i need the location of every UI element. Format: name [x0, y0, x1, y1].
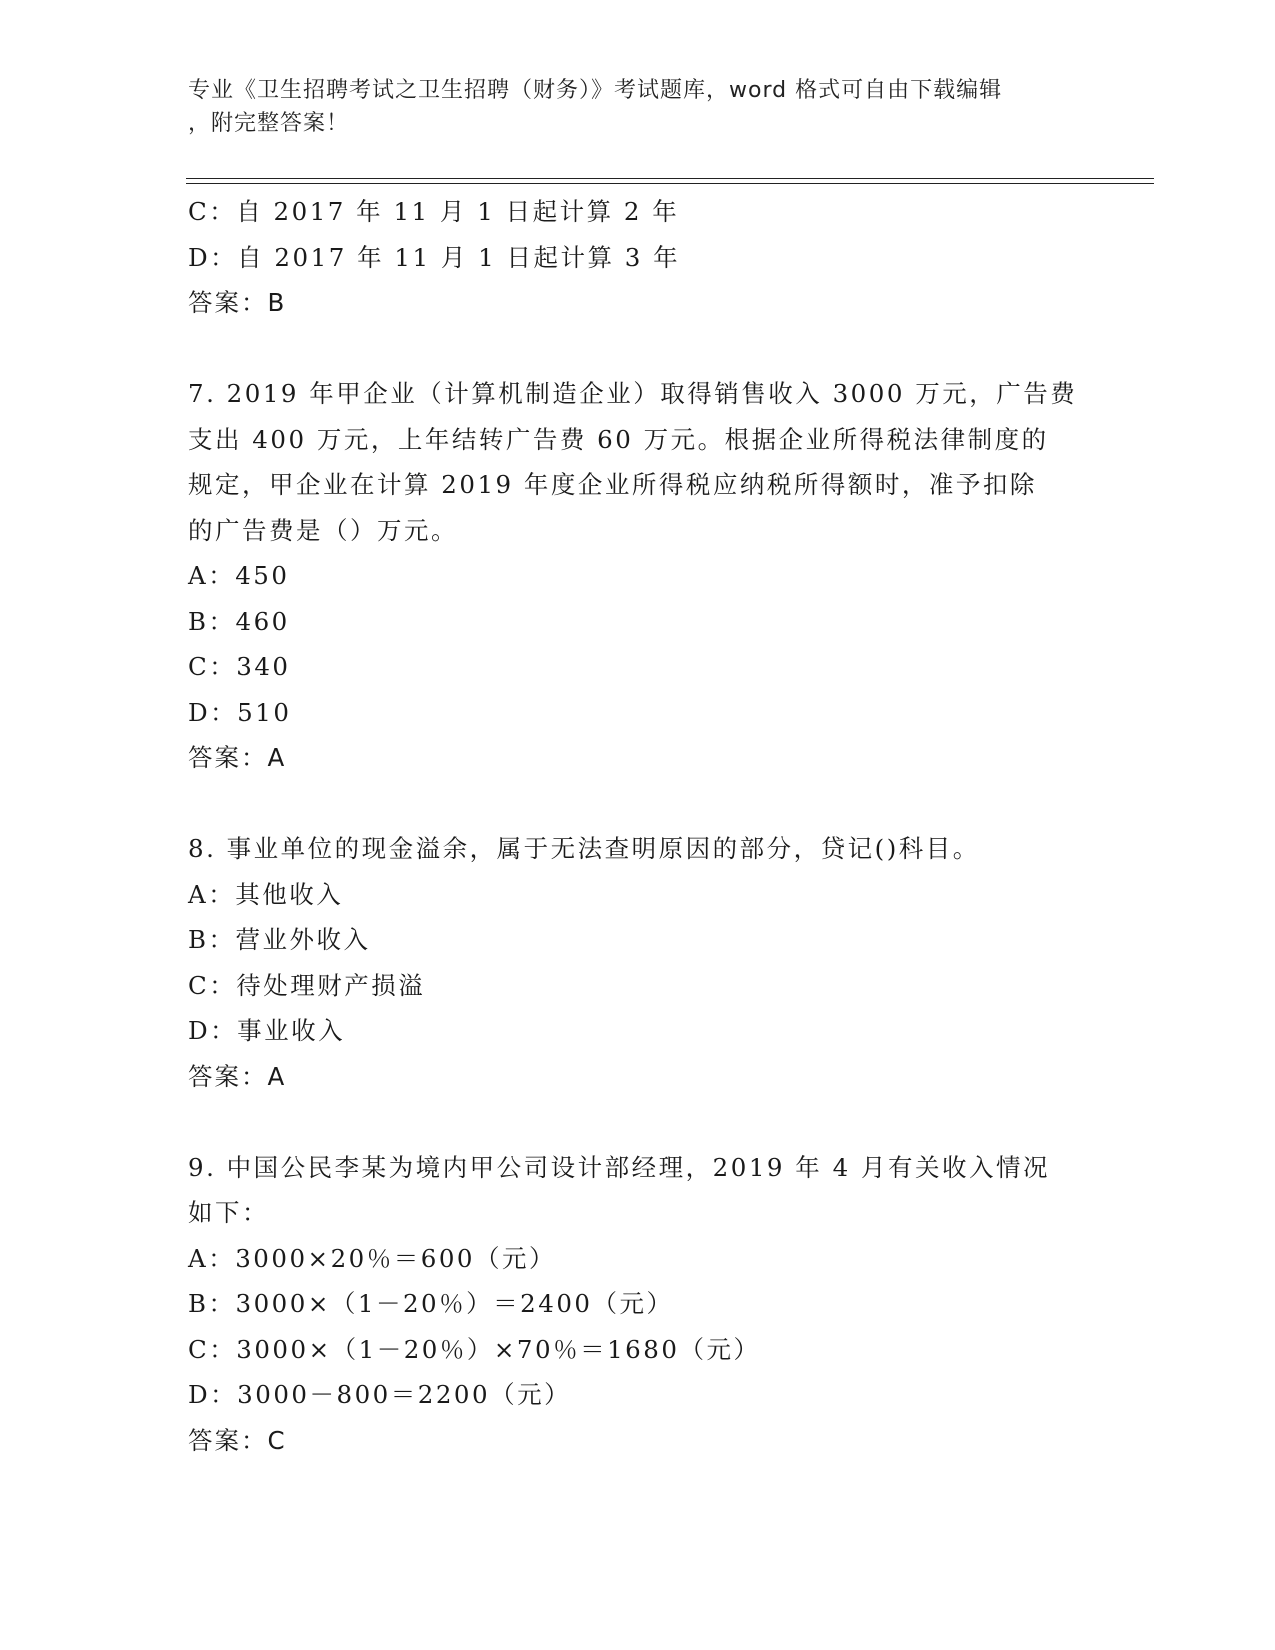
- question-stem-line: 支出 400 万元，上年结转广告费 60 万元。根据企业所得税法律制度的: [188, 424, 1049, 454]
- header-title-line-1: 专业《卫生招聘考试之卫生招聘（财务）》考试题库，word 格式可自由下载编辑: [188, 78, 1003, 103]
- document-header: [188, 74, 1068, 140]
- option-d: D：自 2017 年 11 月 1 日起计算 3 年: [188, 242, 681, 272]
- option-d: D：事业收入: [188, 1016, 346, 1045]
- option-a: A：其他收入: [188, 879, 344, 909]
- answer-label: 答案：A: [188, 743, 287, 772]
- option-c: C：3000×（1－20％）×70％＝1680（元）: [188, 1334, 761, 1364]
- option-b: B：460: [188, 606, 290, 636]
- option-d: D：510: [188, 697, 292, 727]
- question-stem-line: 8. 事业单位的现金溢余，属于无法查明原因的部分，贷记()科目。: [188, 834, 980, 863]
- answer-label: 答案：C: [188, 1425, 287, 1455]
- spacer: [188, 781, 1088, 827]
- question-stem-line: 的广告费是（）万元。: [188, 515, 458, 545]
- question-stem-line: 7. 2019 年甲企业（计算机制造企业）取得销售收入 3000 万元，广告费: [188, 379, 1078, 408]
- option-b: B：3000×（1－20％）＝2400（元）: [188, 1289, 674, 1318]
- option-c: C：自 2017 年 11 月 1 日起计算 2 年: [188, 197, 680, 226]
- question-list: [188, 189, 1088, 1463]
- answer-label: 答案：A: [188, 1061, 287, 1091]
- header-divider-top: [186, 178, 1154, 179]
- option-b: B：营业外收入: [188, 925, 371, 954]
- question-9: [188, 1145, 1088, 1464]
- question-stem-line: 规定，甲企业在计算 2019 年度企业所得税应纳税所得额时，准予扣除: [188, 470, 1037, 499]
- question-6: [188, 189, 1088, 326]
- question-stem-line: 如下：: [188, 1198, 269, 1227]
- header-title-line-2: ，附完整答案！: [188, 111, 350, 136]
- question-stem-line: 9. 中国公民李某为境内甲公司设计部经理，2019 年 4 月有关收入情况: [188, 1152, 1050, 1182]
- option-a: A：3000×20％＝600（元）: [188, 1243, 557, 1273]
- option-d: D：3000－800＝2200（元）: [188, 1380, 572, 1409]
- option-c: C：待处理财产损溢: [188, 970, 426, 1000]
- header-divider-bottom: [186, 183, 1154, 184]
- option-c: C：340: [188, 652, 291, 681]
- answer-label: 答案：B: [188, 288, 287, 317]
- spacer: [188, 1099, 1088, 1145]
- question-7: [188, 371, 1088, 781]
- option-a: A：450: [188, 561, 290, 590]
- spacer: [188, 326, 1088, 372]
- question-8: [188, 826, 1088, 1099]
